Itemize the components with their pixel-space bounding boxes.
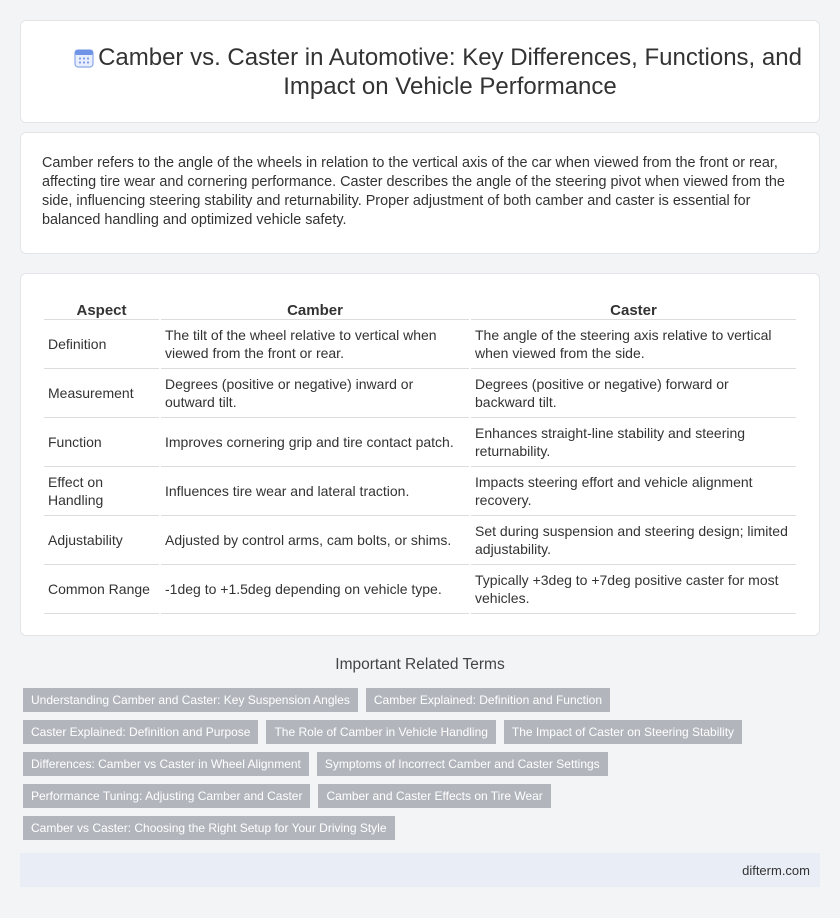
- table-header-row: [44, 295, 796, 320]
- intro-text: Camber refers to the angle of the wheels in relation to the vertical axis of the car when viewed from the front or rear, affecting tire wear and cornering performance. Caster describes the angle of the steering pivot when viewed from the side, influencing steering stability and returnability. Proper adjustment of both camber and caster is essential for balanced handling and optimized vehicle safety.: [42, 155, 785, 228]
- related-term-link[interactable]: Camber Explained: Definition and Function: [366, 688, 610, 712]
- caster-cell: The angle of the steering axis relative to vertical when viewed from the side.: [471, 320, 796, 369]
- footer-site-name[interactable]: difterm.com: [742, 863, 810, 878]
- table-row: [44, 516, 796, 565]
- caster-cell: Typically +3deg to +7deg positive caster for most vehicles.: [471, 565, 796, 614]
- table-row: [44, 467, 796, 516]
- table-row: [44, 565, 796, 614]
- caster-cell: Set during suspension and steering design; limited adjustability.: [471, 516, 796, 565]
- related-term-link[interactable]: The Impact of Caster on Steering Stability: [504, 720, 742, 744]
- camber-cell: Degrees (positive or negative) inward or outward tilt.: [161, 369, 469, 418]
- camber-cell: Influences tire wear and lateral traction.: [161, 467, 469, 516]
- aspect-cell: Adjustability: [44, 516, 159, 565]
- related-term-link[interactable]: Performance Tuning: Adjusting Camber and Caster: [23, 784, 310, 808]
- caster-cell: Degrees (positive or negative) forward or backward tilt.: [471, 369, 796, 418]
- related-terms-heading: Important Related Terms: [335, 656, 505, 673]
- related-term-link[interactable]: Camber and Caster Effects on Tire Wear: [318, 784, 550, 808]
- camber-cell: Adjusted by control arms, cam bolts, or shims.: [161, 516, 469, 565]
- aspect-cell: Measurement: [44, 369, 159, 418]
- table-row: [44, 320, 796, 369]
- page-title: Camber vs. Caster in Automotive: Key Differences, Functions, and Impact on Vehicle Performance: [98, 44, 802, 100]
- related-term-link[interactable]: Differences: Camber vs Caster in Wheel Alignment: [23, 752, 309, 776]
- aspect-cell: Function: [44, 418, 159, 467]
- footer: [20, 853, 820, 887]
- caster-cell: Impacts steering effort and vehicle alignment recovery.: [471, 467, 796, 516]
- header-aspect: Aspect: [44, 295, 159, 320]
- table-row: [44, 369, 796, 418]
- related-term-link[interactable]: Camber vs Caster: Choosing the Right Setup for Your Driving Style: [23, 816, 395, 840]
- header-camber: Camber: [161, 295, 469, 320]
- aspect-cell: Effect on Handling: [44, 467, 159, 516]
- camber-cell: Improves cornering grip and tire contact patch.: [161, 418, 469, 467]
- header-caster: Caster: [471, 295, 796, 320]
- related-term-link[interactable]: The Role of Camber in Vehicle Handling: [266, 720, 495, 744]
- comparison-card: [20, 273, 820, 636]
- comparison-table: [42, 295, 798, 614]
- intro-card: [20, 132, 820, 254]
- aspect-cell: Definition: [44, 320, 159, 369]
- caster-cell: Enhances straight-line stability and steering returnability.: [471, 418, 796, 467]
- title-card: [20, 20, 820, 123]
- related-term-link[interactable]: Symptoms of Incorrect Camber and Caster Settings: [317, 752, 608, 776]
- camber-cell: The tilt of the wheel relative to vertical when viewed from the front or rear.: [161, 320, 469, 369]
- related-terms-list: [23, 688, 763, 848]
- related-term-link[interactable]: Caster Explained: Definition and Purpose: [23, 720, 258, 744]
- camber-cell: -1deg to +1.5deg depending on vehicle type.: [161, 565, 469, 614]
- related-term-link[interactable]: Understanding Camber and Caster: Key Suspension Angles: [23, 688, 358, 712]
- table-row: [44, 418, 796, 467]
- aspect-cell: Common Range: [44, 565, 159, 614]
